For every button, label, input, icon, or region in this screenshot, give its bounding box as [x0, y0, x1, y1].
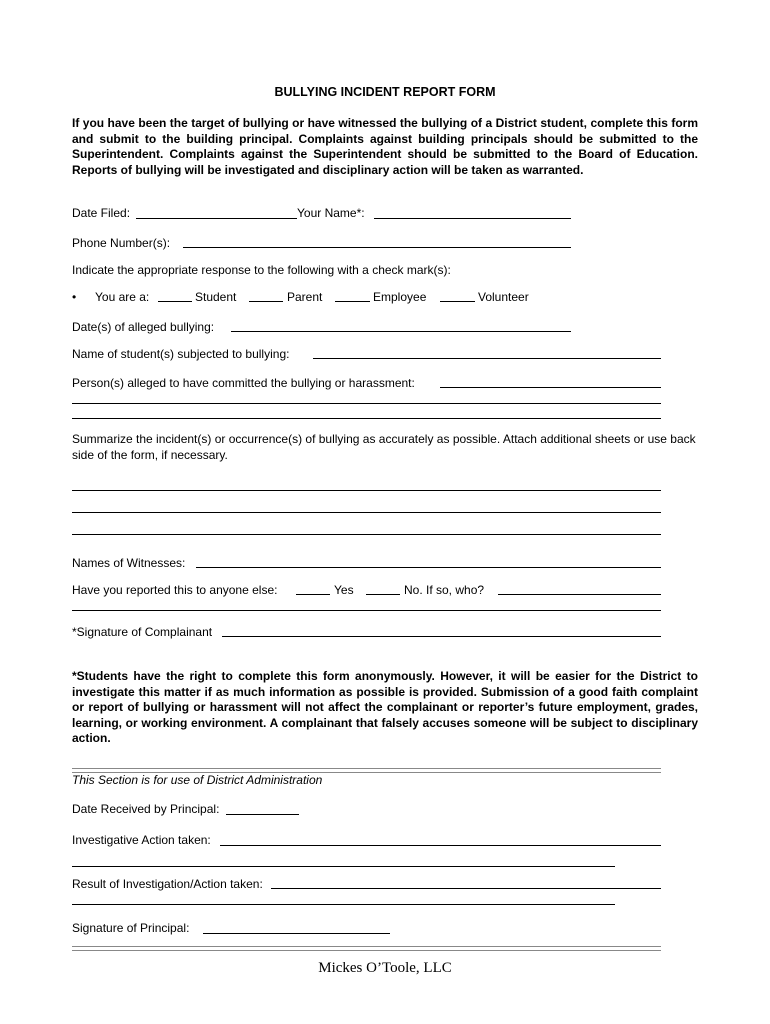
volunteer-check-line[interactable] [440, 301, 475, 302]
investigative-line-2[interactable] [72, 866, 615, 867]
persons-line-2[interactable] [72, 403, 661, 404]
result-label: Result of Investigation/Action taken: [72, 877, 263, 891]
signature-principal-line[interactable] [203, 933, 390, 934]
role-student-label: Student [195, 290, 237, 304]
role-parent-label: Parent [287, 290, 323, 304]
bullet: • [72, 290, 77, 304]
date-filed-label: Date Filed: [72, 206, 131, 220]
persons-line-1[interactable] [440, 387, 661, 388]
persons-line-3[interactable] [72, 418, 661, 419]
summarize-label: Summarize the incident(s) or occurrence(s) of bullying as accurately as possible. Attach additional sheets or use back side of the form, if necessary. [72, 432, 696, 462]
students-line[interactable] [313, 358, 661, 359]
date-filed-line[interactable] [136, 218, 297, 219]
student-check-line[interactable] [158, 301, 192, 302]
students-label: Name of student(s) subjected to bullying: [72, 347, 290, 361]
your-name-line[interactable] [374, 218, 571, 219]
date-received-label: Date Received by Principal: [72, 802, 220, 816]
admin-section-label: This Section is for use of District Administration [72, 773, 323, 787]
no-label: No. If so, who? [404, 583, 485, 597]
role-volunteer-label: Volunteer [478, 290, 529, 304]
you-are-label: You are a: [95, 290, 150, 304]
who-line[interactable] [498, 594, 661, 595]
intro-paragraph: If you have been the target of bullying or have witnessed the bullying of a District student, complete this form and submit to the building principal. Complaints against building principals should be submitted to the Superintendent. Complaints against the Superintendent should be submitted to the Board of Education. Reports of bullying will be investigated and disciplinary action will be taken as warranted. [72, 116, 698, 177]
phone-line[interactable] [183, 247, 571, 248]
dates-label: Date(s) of alleged bullying: [72, 320, 215, 334]
persons-label: Person(s) alleged to have committed the bullying or harassment: [72, 376, 415, 390]
summary-line-2[interactable] [72, 512, 661, 513]
witnesses-line[interactable] [196, 567, 661, 568]
reported-label: Have you reported this to anyone else: [72, 583, 278, 597]
investigative-line-1[interactable] [220, 845, 661, 846]
role-employee-label: Employee [373, 290, 427, 304]
signature-complainant-line[interactable] [222, 636, 661, 637]
yes-label: Yes [334, 583, 354, 597]
signature-principal-label: Signature of Principal: [72, 921, 190, 935]
result-line-2[interactable] [72, 904, 615, 905]
witnesses-label: Names of Witnesses: [72, 556, 186, 570]
footer-firm-name: Mickes O’Toole, LLC [318, 960, 452, 976]
form-title: BULLYING INCIDENT REPORT FORM [274, 85, 496, 99]
indicate-label: Indicate the appropriate response to the following with a check mark(s): [72, 263, 451, 277]
anonymity-notice: *Students have the right to complete this form anonymously. However, it will be easier for the District to investigate this matter if as much information as possible is provided. Submission of a good faith complaint or report of bullying or harassment will not affect the complainant or reporter’s future employment, grades, learning, or working environment. A complainant that falsely accuses someone will be subject to disciplinary action. [72, 669, 698, 745]
no-check-line[interactable] [366, 594, 400, 595]
result-line-1[interactable] [271, 888, 661, 889]
who-line-2[interactable] [72, 610, 661, 611]
date-received-line[interactable] [226, 814, 299, 815]
your-name-label: Your Name*: [297, 206, 365, 220]
admin-section-bottom-rule [72, 946, 661, 951]
investigative-label: Investigative Action taken: [72, 833, 211, 847]
employee-check-line[interactable] [335, 301, 370, 302]
yes-check-line[interactable] [296, 594, 330, 595]
signature-complainant-label: *Signature of Complainant [72, 625, 213, 639]
dates-line[interactable] [231, 331, 571, 332]
phone-label: Phone Number(s): [72, 236, 171, 250]
summary-line-3[interactable] [72, 534, 661, 535]
summary-line-1[interactable] [72, 490, 661, 491]
parent-check-line[interactable] [249, 301, 283, 302]
